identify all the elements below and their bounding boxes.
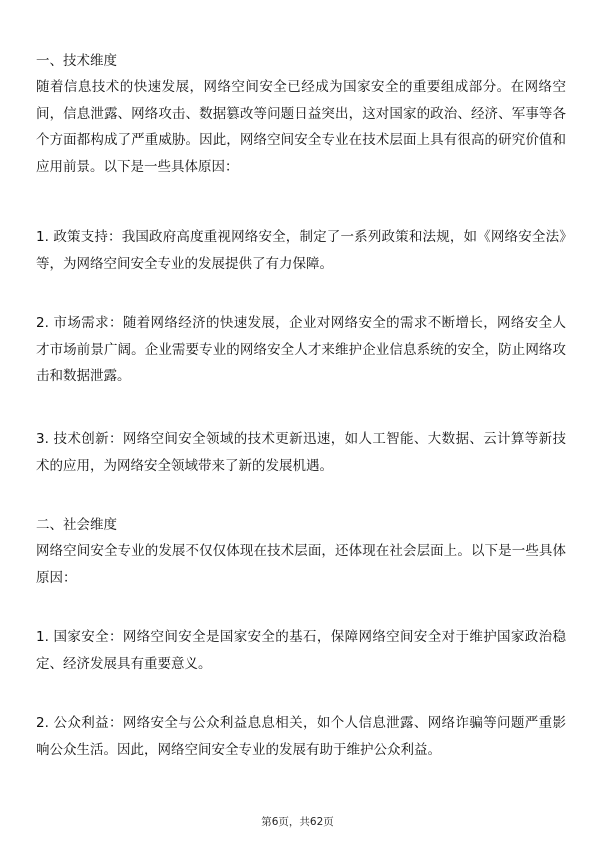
section-social	[36, 512, 566, 591]
list-item: 2. 公众利益：网络安全与公众利益息息相关，如个人信息泄露、网络诈骗等问题严重影响公众生活。因此，网络空间安全专业的发展有助于维护公众利益。	[36, 715, 566, 758]
section-technical	[36, 48, 566, 180]
list-item: 2. 市场需求：随着网络经济的快速发展，企业对网络安全的需求不断增长，网络安全人才市场前景广阔。企业需要专业的网络安全人才来维护企业信息系统的安全，防止网络攻击和数据泄露。	[36, 315, 566, 384]
section-intro: 网络空间安全专业的发展不仅仅体现在技术层面，还体现在社会层面上。以下是一些具体原因：	[36, 543, 566, 586]
page-number: 第6页，共62页	[261, 816, 334, 828]
list-item: 3. 技术创新：网络空间安全领域的技术更新迅速，如人工智能、大数据、云计算等新技术的应用，为网络安全领域带来了新的发展机遇。	[36, 431, 566, 474]
section-heading: 一、技术维度	[36, 53, 117, 69]
list-item: 1. 政策支持：我国政府高度重视网络安全，制定了一系列政策和法规，如《网络安全法》等，为网络空间安全专业的发展提供了有力保障。	[36, 229, 566, 272]
page-footer	[0, 814, 595, 829]
list-item: 1. 国家安全：网络空间安全是国家安全的基石，保障网络空间安全对于维护国家政治稳定、经济发展具有重要意义。	[36, 629, 566, 672]
section-heading: 二、社会维度	[36, 517, 117, 533]
section-intro: 随着信息技术的快速发展，网络空间安全已经成为国家安全的重要组成部分。在网络空间，信息泄露、网络攻击、数据篡改等问题日益突出，这对国家的政治、经济、军事等各个方面都构成了严重威胁。因此，网络空间安全专业在技术层面上具有很高的研究价值和应用前景。以下是一些具体原因：	[36, 79, 566, 175]
